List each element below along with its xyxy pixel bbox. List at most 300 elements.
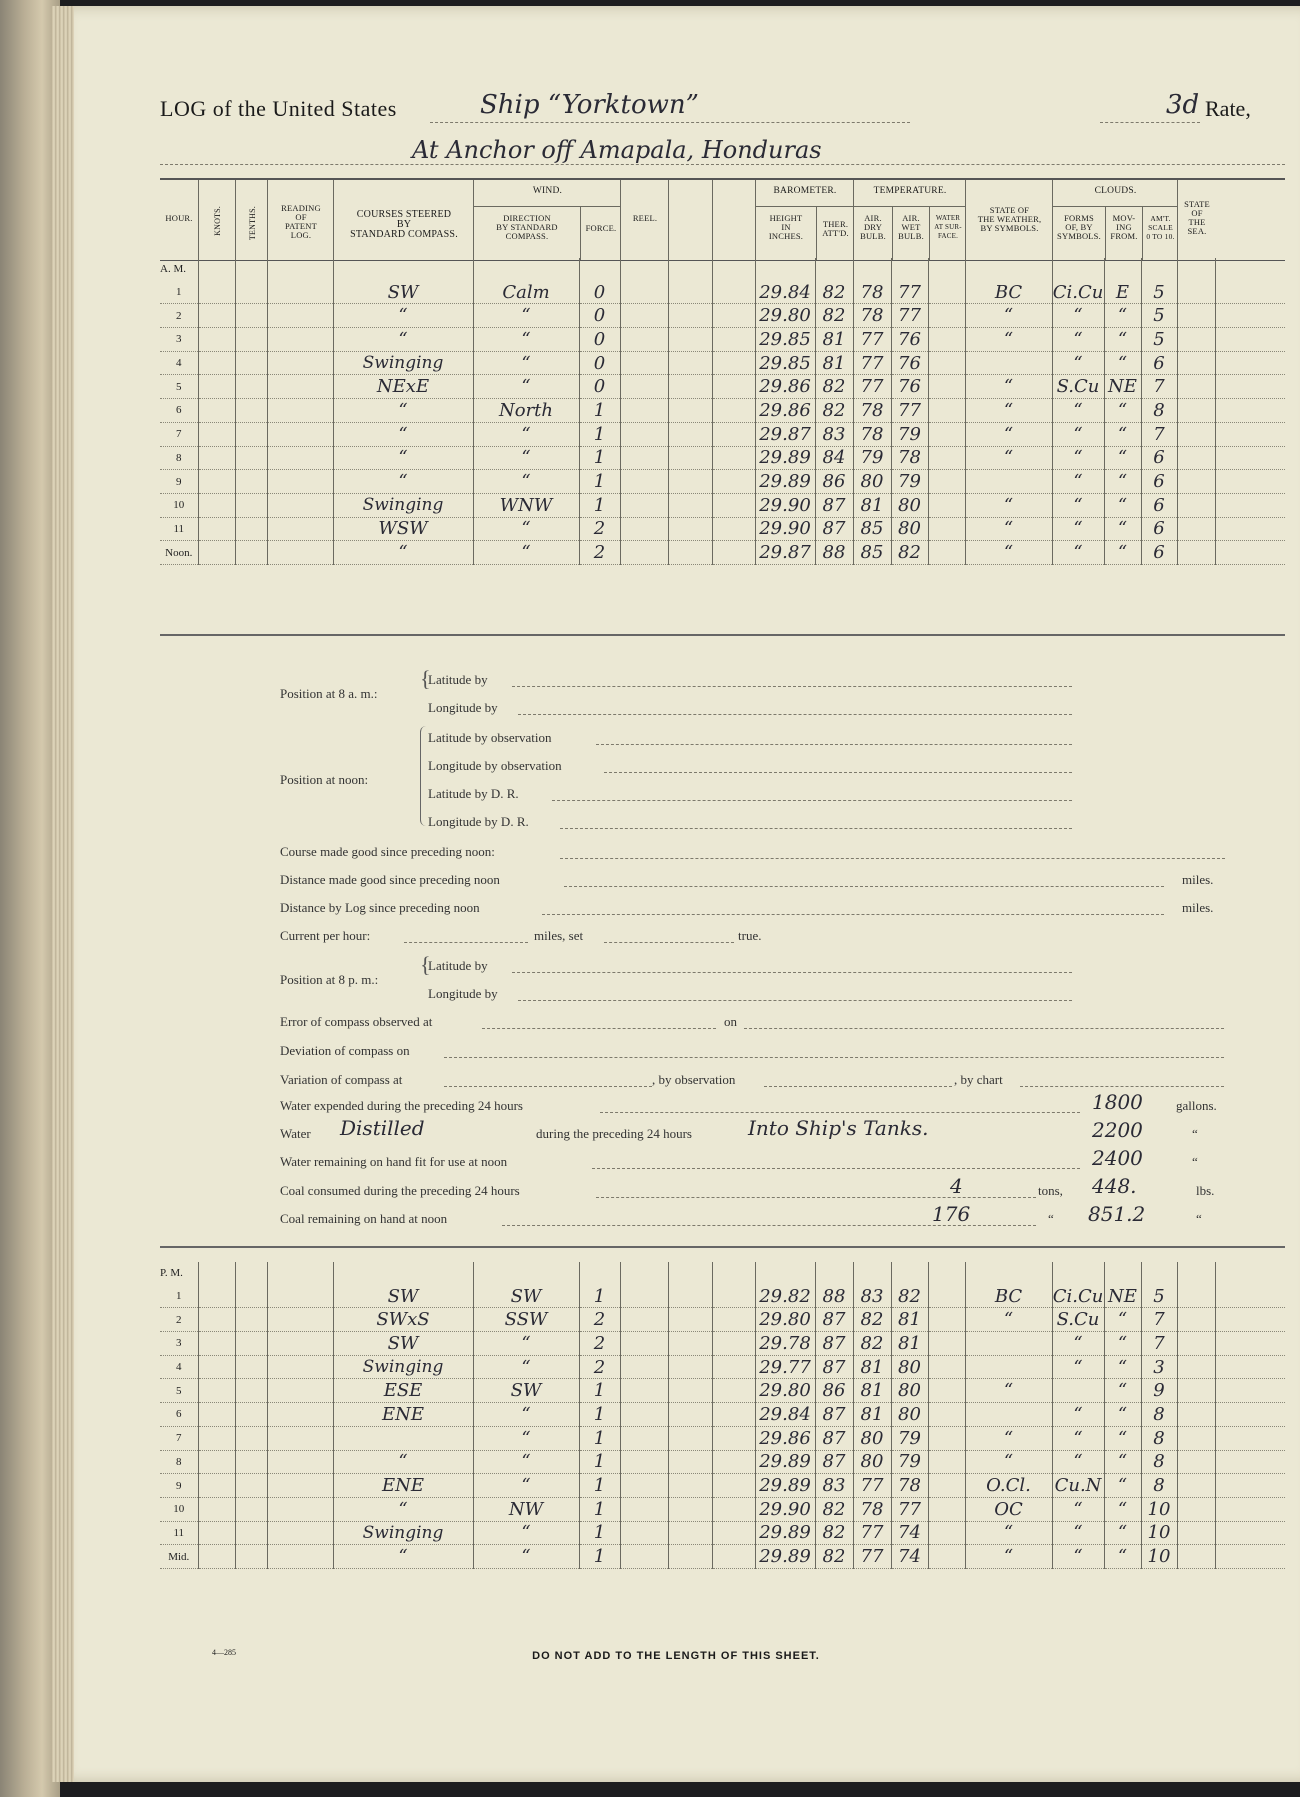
ther-cell: 87 — [815, 493, 853, 517]
dir-cell: “ — [473, 517, 579, 541]
weather-cell: “ — [965, 1308, 1052, 1332]
ther-cell: 87 — [815, 1308, 853, 1332]
ther-cell: 81 — [815, 328, 853, 352]
forms-cell: “ — [1052, 470, 1104, 494]
forms-cell: Cu.N — [1052, 1474, 1104, 1498]
variation-of-compass: Variation of compass at — [280, 1072, 403, 1087]
baro-cell: 29.80 — [755, 304, 815, 328]
course-cell: “ — [333, 446, 473, 470]
rate-value: 3d — [1166, 90, 1200, 120]
moving-cell: “ — [1104, 304, 1141, 328]
ther-cell: 82 — [815, 304, 853, 328]
dir-cell: “ — [473, 328, 579, 352]
weather-cell — [965, 470, 1052, 494]
distance-good-miles: miles. — [1182, 872, 1214, 887]
log-row — [160, 470, 1285, 494]
force-cell: 2 — [579, 1332, 620, 1356]
moving-cell: “ — [1104, 517, 1141, 541]
ther-cell: 87 — [815, 517, 853, 541]
weather-cell: BC — [965, 1285, 1052, 1308]
position-8pm-latitude: Latitude by — [428, 958, 488, 973]
log-row — [160, 422, 1285, 446]
amt-cell: 8 — [1141, 1450, 1177, 1474]
course-cell: NExE — [333, 375, 473, 399]
log-page: LOG of the United States Ship “Yorktown” 3d Rate, At Anchor off Amapala, Honduras HOUR. KNOTS. TENTHS. READING OF PATENT LOG. COURSES STEERED BY STANDARD COMPASS. WIND. DIRECTION BY STANDARD COMPASS. FORCE. REEL. BAROMETER. HEIGHT IN INCHES. THER. ATT'D. TEMPERATURE. AIR. DRY BULB. AIR. WET BULB. WATER AT SUR- FACE. STATE OF THE WEATHER, BY SYMBOLS. CLOUDS. FORMS OF, BY SYMBOLS. MOV- ING FROM. AM'T. SCALE 0 TO 10. STATE OF THE SEA. A. M. 1 SW Calm 0 29.84 82 78 77 BC Ci.Cu E 5 2 “ “ 0 29.80 82 78 77 “ “ “ 5 3 “ “ 0 29.85 81 77 76 “ “ “ 5 4 Swinging “ 0 29.85 81 77 76 “ “ 6 5 NExE “ 0 29.86 82 77 76 “ S.Cu NE 7 6 “ North 1 29.86 82 78 77 “ “ “ 8 7 “ “ 1 29.87 83 78 79 “ “ “ 7 8 “ “ 1 29.89 84 79 78 “ “ “ 6 9 “ “ 1 29.89 86 80 79 “ “ 6 10 Swinging WNW 1 29.90 87 81 80 “ “ “ 6 11 WSW “ 2 29.90 87 85 80 “ “ “ 6 Noon. “ “ 2 29.87 88 85 82 “ “ “ 6 Position at 8 a. m.: { Latitude by Longitude by Position at noon: Latitude by observation Longitude by observation Latitude by D. R. Longitude by D. R. Course made good since preceding noon: Distance made good since preceding noon miles. Distance by Log since preceding noon miles. Current per hour: miles, set true. Position at 8 p. m.: { Latitude by Longitude by Error of compass observed at on Deviation of compass on Variation of compass at , by observation , by chart Water expended during the preceding 24 hours 1800 gallons. Water Distilled during the preceding 24 hours Into Ship's Tanks. 2200 “ Water remaining on hand fit for use at noon 2400 “ Coal consumed during the preceding 24 hours 4 tons, 448. lbs. Coal remaining on hand at noon 176 “ 851.2 “ P. M. 1 SW SW 1 29.82 88 83 82 BC Ci.Cu NE 5 2 SWxS SSW 2 29.80 87 82 81 “ S.Cu “ 7 3 SW “ 2 29.78 87 82 81 “ “ 7 4 Swinging “ 2 29.77 87 81 80 “ “ 3 5 ESE SW 1 29.80 86 81 80 “ “ 9 6 ENE “ 1 29.84 87 81 80 “ “ 8 7 “ 1 29.86 87 80 79 “ “ “ 8 8 “ “ 1 29.89 87 80 79 “ “ “ 8 9 ENE “ 1 29.89 83 77 78 O.Cl. Cu.N “ 8 10 “ NW 1 29.90 82 78 77 OC “ “ 10 11 Swinging “ 1 29.89 82 77 74 “ “ “ 10 Mid. “ “ 1 29.89 82 77 74 “ “ “ 10 4—285 DO NOT ADD TO THE LENGTH OF THIS SHEET. — [52, 6, 1300, 1782]
course-cell: Swinging — [333, 1521, 473, 1545]
dir-cell: “ — [473, 422, 579, 446]
dry-cell: 85 — [853, 517, 891, 541]
dry-cell: 85 — [853, 541, 891, 565]
weather-cell: “ — [965, 375, 1052, 399]
log-row — [160, 399, 1285, 423]
dry-cell: 81 — [853, 493, 891, 517]
force-cell: 1 — [579, 470, 620, 494]
force-cell: 0 — [579, 351, 620, 375]
log-row — [160, 281, 1285, 304]
baro-cell: 29.78 — [755, 1332, 815, 1356]
dir-cell: “ — [473, 1403, 579, 1427]
baro-cell: 29.85 — [755, 328, 815, 352]
log-row — [160, 1332, 1285, 1356]
col-wind: WIND. DIRECTION BY STANDARD COMPASS. FORCE. — [473, 180, 621, 260]
amt-cell: 7 — [1141, 422, 1177, 446]
ther-cell: 87 — [815, 1332, 853, 1356]
dry-cell: 78 — [853, 422, 891, 446]
log-row — [160, 1426, 1285, 1450]
wet-cell: 80 — [891, 1403, 928, 1427]
ther-cell: 87 — [815, 1355, 853, 1379]
ther-cell: 87 — [815, 1426, 853, 1450]
ther-cell: 86 — [815, 470, 853, 494]
forms-cell: “ — [1052, 517, 1104, 541]
log-row — [160, 1285, 1285, 1308]
log-row — [160, 1521, 1285, 1545]
dir-cell: WNW — [473, 493, 579, 517]
amt-cell: 10 — [1141, 1521, 1177, 1545]
baro-cell: 29.82 — [755, 1285, 815, 1308]
error-compass-on: on — [724, 1014, 737, 1029]
dir-cell: “ — [473, 1545, 579, 1569]
log-row — [160, 304, 1285, 328]
course-cell: Swinging — [333, 351, 473, 375]
course-cell: “ — [333, 1545, 473, 1569]
course-cell: Swinging — [333, 493, 473, 517]
force-cell: 1 — [579, 446, 620, 470]
weather-cell: OC — [965, 1497, 1052, 1521]
water-distilled-ditto: “ — [1192, 1126, 1198, 1141]
moving-cell: E — [1104, 281, 1141, 304]
weather-cell: “ — [965, 328, 1052, 352]
moving-cell: “ — [1104, 422, 1141, 446]
error-of-compass: Error of compass observed at — [280, 1014, 433, 1029]
force-cell: 0 — [579, 375, 620, 399]
amt-cell: 8 — [1141, 1403, 1177, 1427]
moving-cell: “ — [1104, 1426, 1141, 1450]
forms-cell: “ — [1052, 1450, 1104, 1474]
course-cell: WSW — [333, 517, 473, 541]
hour-cell: 11 — [160, 517, 198, 541]
log-row — [160, 493, 1285, 517]
wet-cell: 78 — [891, 1474, 928, 1498]
dir-cell: “ — [473, 446, 579, 470]
wet-cell: 80 — [891, 1379, 928, 1403]
moving-cell: “ — [1104, 328, 1141, 352]
wet-cell: 82 — [891, 1285, 928, 1308]
form-number: 4—285 — [212, 1648, 236, 1657]
moving-cell: “ — [1104, 1332, 1141, 1356]
hour-cell: 5 — [160, 1379, 198, 1403]
wet-cell: 77 — [891, 1497, 928, 1521]
amt-cell: 6 — [1141, 493, 1177, 517]
hour-cell: 1 — [160, 281, 198, 304]
moving-cell: “ — [1104, 1497, 1141, 1521]
baro-cell: 29.89 — [755, 1521, 815, 1545]
dir-cell: “ — [473, 351, 579, 375]
wet-cell: 77 — [891, 281, 928, 304]
baro-cell: 29.77 — [755, 1355, 815, 1379]
wet-cell: 79 — [891, 1426, 928, 1450]
moving-cell: “ — [1104, 351, 1141, 375]
hour-cell: 11 — [160, 1521, 198, 1545]
amt-cell: 6 — [1141, 517, 1177, 541]
wet-cell: 76 — [891, 351, 928, 375]
hour-cell: 6 — [160, 399, 198, 423]
forms-cell: “ — [1052, 399, 1104, 423]
dir-cell: North — [473, 399, 579, 423]
moving-cell: “ — [1104, 493, 1141, 517]
hour-cell: 9 — [160, 1474, 198, 1498]
position-noon-long-obs: Longitude by observation — [428, 758, 562, 773]
moving-cell: “ — [1104, 1521, 1141, 1545]
hour-cell: 10 — [160, 493, 198, 517]
water-during-label: during the preceding 24 hours — [536, 1126, 692, 1141]
course-cell: ENE — [333, 1474, 473, 1498]
wet-cell: 80 — [891, 493, 928, 517]
course-cell: ESE — [333, 1379, 473, 1403]
baro-cell: 29.90 — [755, 493, 815, 517]
force-cell: 1 — [579, 1474, 620, 1498]
moving-cell: “ — [1104, 1474, 1141, 1498]
book-binding — [0, 0, 60, 1797]
wet-cell: 79 — [891, 470, 928, 494]
position-8am-label: Position at 8 a. m.: — [280, 686, 378, 701]
moving-cell: “ — [1104, 1355, 1141, 1379]
force-cell: 1 — [579, 1497, 620, 1521]
amt-cell: 8 — [1141, 1426, 1177, 1450]
moving-cell: NE — [1104, 375, 1141, 399]
ther-cell: 82 — [815, 1545, 853, 1569]
log-row — [160, 328, 1285, 352]
log-row — [160, 1403, 1285, 1427]
weather-cell — [965, 1332, 1052, 1356]
course-cell: “ — [333, 304, 473, 328]
wet-cell: 79 — [891, 422, 928, 446]
pm-log-table — [160, 1262, 1285, 1569]
force-cell: 0 — [579, 328, 620, 352]
dir-cell: SW — [473, 1285, 579, 1308]
ther-cell: 82 — [815, 1497, 853, 1521]
hour-cell: Noon. — [160, 541, 198, 565]
forms-cell: “ — [1052, 351, 1104, 375]
baro-cell: 29.89 — [755, 1474, 815, 1498]
hour-cell: 7 — [160, 1426, 198, 1450]
amt-cell: 7 — [1141, 375, 1177, 399]
col-blank-1 — [668, 180, 713, 260]
wet-cell: 74 — [891, 1521, 928, 1545]
force-cell: 1 — [579, 1379, 620, 1403]
col-sea: STATE OF THE SEA. — [1177, 180, 1216, 260]
col-clouds: CLOUDS. FORMS OF, BY SYMBOLS. MOV- ING FROM. AM'T. SCALE 0 TO 10. — [1052, 180, 1178, 260]
baro-cell: 29.80 — [755, 1379, 815, 1403]
amt-cell: 5 — [1141, 304, 1177, 328]
col-courses: COURSES STEERED BY STANDARD COMPASS. — [333, 180, 474, 260]
wet-cell: 77 — [891, 304, 928, 328]
course-cell: SW — [333, 1332, 473, 1356]
moving-cell: “ — [1104, 541, 1141, 565]
dry-cell: 81 — [853, 1379, 891, 1403]
force-cell: 2 — [579, 541, 620, 565]
dir-cell: “ — [473, 470, 579, 494]
moving-cell: “ — [1104, 1450, 1141, 1474]
col-temperature: TEMPERATURE. AIR. DRY BULB. AIR. WET BULB. WATER AT SUR- FACE. — [853, 180, 966, 260]
weather-cell: “ — [965, 304, 1052, 328]
force-cell: 0 — [579, 281, 620, 304]
water-remaining-label: Water remaining on hand fit for use at noon — [280, 1154, 508, 1169]
water-expended-value: 1800 — [1092, 1090, 1143, 1114]
position-noon-lat-obs: Latitude by observation — [428, 730, 552, 745]
weather-cell — [965, 1403, 1052, 1427]
baro-cell: 29.86 — [755, 1426, 815, 1450]
position-8pm-longitude: Longitude by — [428, 986, 498, 1001]
hour-cell: 2 — [160, 304, 198, 328]
forms-cell: “ — [1052, 541, 1104, 565]
baro-cell: 29.89 — [755, 470, 815, 494]
dir-cell: “ — [473, 1474, 579, 1498]
col-hour: HOUR. — [165, 213, 193, 223]
hour-cell: 8 — [160, 446, 198, 470]
forms-cell: Ci.Cu — [1052, 1285, 1104, 1307]
course-cell: “ — [333, 328, 473, 352]
col-knots: KNOTS. — [198, 180, 236, 260]
position-8pm-label: Position at 8 p. m.: — [280, 972, 379, 987]
baro-cell: 29.90 — [755, 517, 815, 541]
weather-cell — [965, 351, 1052, 375]
forms-cell: “ — [1052, 422, 1104, 446]
coal-consumed-label: Coal consumed during the preceding 24 hours — [280, 1183, 520, 1198]
course-cell: “ — [333, 422, 473, 446]
forms-cell: “ — [1052, 1497, 1104, 1521]
weather-cell: BC — [965, 281, 1052, 304]
forms-cell — [1052, 1379, 1104, 1403]
baro-cell: 29.86 — [755, 375, 815, 399]
hour-cell: 10 — [160, 1497, 198, 1521]
position-noon-label: Position at noon: — [280, 772, 369, 787]
log-row — [160, 351, 1285, 375]
dir-cell: “ — [473, 1332, 579, 1356]
col-tenths: TENTHS. — [235, 180, 268, 260]
coal-remaining-label: Coal remaining on hand at noon — [280, 1211, 448, 1226]
amt-cell: 10 — [1141, 1497, 1177, 1521]
hour-cell: 7 — [160, 422, 198, 446]
dry-cell: 82 — [853, 1332, 891, 1356]
weather-cell: “ — [965, 1545, 1052, 1569]
coal-remaining-lbs: 851.2 — [1088, 1202, 1146, 1226]
course-cell: “ — [333, 541, 473, 565]
wet-cell: 77 — [891, 399, 928, 423]
force-cell: 1 — [579, 422, 620, 446]
log-row — [160, 375, 1285, 399]
course-cell: ENE — [333, 1403, 473, 1427]
force-cell: 1 — [579, 493, 620, 517]
forms-cell: Ci.Cu — [1052, 281, 1104, 303]
amt-cell: 8 — [1141, 399, 1177, 423]
hour-cell: 4 — [160, 1355, 198, 1379]
weather-cell: “ — [965, 399, 1052, 423]
log-row — [160, 1450, 1285, 1474]
col-blank-2 — [712, 180, 756, 260]
coal-consumed-tons: 4 — [950, 1174, 963, 1198]
weather-cell — [965, 1355, 1052, 1379]
col-weather: STATE OF THE WEATHER, BY SYMBOLS. — [965, 180, 1053, 260]
amt-cell: 6 — [1141, 351, 1177, 375]
forms-cell: “ — [1052, 493, 1104, 517]
column-headers — [160, 178, 1285, 261]
ther-cell: 86 — [815, 1379, 853, 1403]
amt-cell: 5 — [1141, 1285, 1177, 1308]
weather-cell: “ — [965, 1450, 1052, 1474]
ther-cell: 88 — [815, 541, 853, 565]
wet-cell: 80 — [891, 1355, 928, 1379]
dry-cell: 78 — [853, 304, 891, 328]
force-cell: 1 — [579, 399, 620, 423]
weather-cell: “ — [965, 1379, 1052, 1403]
distance-by-log: Distance by Log since preceding noon — [280, 900, 480, 915]
current-true: true. — [738, 928, 762, 943]
moving-cell: “ — [1104, 1379, 1141, 1403]
hour-cell: 1 — [160, 1285, 198, 1308]
current-miles-set: miles, set — [534, 928, 584, 943]
log-row — [160, 1474, 1285, 1498]
dry-cell: 79 — [853, 446, 891, 470]
log-row — [160, 1497, 1285, 1521]
dry-cell: 77 — [853, 1474, 891, 1498]
hour-cell: 2 — [160, 1308, 198, 1332]
location: At Anchor off Amapala, Honduras — [412, 136, 822, 164]
baro-cell: 29.89 — [755, 1450, 815, 1474]
water-source: Distilled — [340, 1116, 425, 1140]
dry-cell: 77 — [853, 328, 891, 352]
wet-cell: 76 — [891, 328, 928, 352]
rate-label: Rate, — [1205, 96, 1251, 121]
force-cell: 1 — [579, 1521, 620, 1545]
force-cell: 1 — [579, 1426, 620, 1450]
coal-remaining-ditto-2: “ — [1196, 1211, 1202, 1226]
ther-cell: 88 — [815, 1285, 853, 1308]
moving-cell: “ — [1104, 1403, 1141, 1427]
force-cell: 1 — [579, 1450, 620, 1474]
amt-cell: 7 — [1141, 1332, 1177, 1356]
baro-cell: 29.80 — [755, 1308, 815, 1332]
log-row — [160, 1308, 1285, 1332]
baro-cell: 29.84 — [755, 281, 815, 304]
coal-remaining-ditto: “ — [1048, 1211, 1054, 1226]
ther-cell: 84 — [815, 446, 853, 470]
dry-cell: 77 — [853, 1521, 891, 1545]
course-cell: Swinging — [333, 1355, 473, 1379]
position-noon-long-dr: Longitude by D. R. — [428, 814, 529, 829]
period-label: P. M. — [160, 1267, 183, 1280]
footer-note: DO NOT ADD TO THE LENGTH OF THIS SHEET. — [532, 1650, 820, 1662]
coal-tons-unit: tons, — [1038, 1183, 1063, 1198]
ther-cell: 83 — [815, 422, 853, 446]
force-cell: 1 — [579, 1545, 620, 1569]
dry-cell: 80 — [853, 1426, 891, 1450]
hour-cell: 3 — [160, 328, 198, 352]
baro-cell: 29.87 — [755, 422, 815, 446]
log-heading — [160, 90, 1290, 130]
log-row — [160, 446, 1285, 470]
course-cell: SW — [333, 281, 473, 304]
current-per-hour: Current per hour: — [280, 928, 371, 943]
dir-cell: Calm — [473, 281, 579, 304]
amt-cell: 7 — [1141, 1308, 1177, 1332]
wet-cell: 79 — [891, 1450, 928, 1474]
course-cell: “ — [333, 399, 473, 423]
amt-cell: 6 — [1141, 541, 1177, 565]
force-cell: 1 — [579, 1285, 620, 1308]
moving-cell: “ — [1104, 1308, 1141, 1332]
position-8am-longitude: Longitude by — [428, 700, 498, 715]
dir-cell: “ — [473, 1426, 579, 1450]
hour-cell: 5 — [160, 375, 198, 399]
force-cell: 2 — [579, 1308, 620, 1332]
dir-cell: SSW — [473, 1308, 579, 1332]
hour-cell: 9 — [160, 470, 198, 494]
dir-cell: “ — [473, 304, 579, 328]
dir-cell: “ — [473, 375, 579, 399]
hour-cell: 8 — [160, 1450, 198, 1474]
moving-cell: “ — [1104, 446, 1141, 470]
variation-by-chart: , by chart — [954, 1072, 1003, 1087]
forms-cell: “ — [1052, 304, 1104, 328]
ther-cell: 87 — [815, 1450, 853, 1474]
log-title-prefix: LOG of the United States — [160, 96, 397, 121]
col-patent-log: READING OF PATENT LOG. — [267, 180, 334, 260]
ther-cell: 82 — [815, 1521, 853, 1545]
baro-cell: 29.85 — [755, 351, 815, 375]
course-cell: SW — [333, 1285, 473, 1308]
log-row — [160, 1355, 1285, 1379]
force-cell: 0 — [579, 304, 620, 328]
distance-log-miles: miles. — [1182, 900, 1214, 915]
ther-cell: 87 — [815, 1403, 853, 1427]
ther-cell: 82 — [815, 281, 853, 304]
log-row — [160, 1379, 1285, 1403]
water-expended-label: Water expended during the preceding 24 hours — [280, 1098, 523, 1113]
course-made-good: Course made good since preceding noon: — [280, 844, 495, 859]
force-cell: 2 — [579, 517, 620, 541]
log-row — [160, 517, 1285, 541]
forms-cell: “ — [1052, 1403, 1104, 1427]
dir-cell: SW — [473, 1379, 579, 1403]
dry-cell: 78 — [853, 281, 891, 304]
distance-made-good: Distance made good since preceding noon — [280, 872, 500, 887]
log-row — [160, 541, 1285, 565]
moving-cell: “ — [1104, 1545, 1141, 1569]
coal-lbs-unit: lbs. — [1196, 1183, 1215, 1198]
ther-cell: 81 — [815, 351, 853, 375]
ther-cell: 82 — [815, 399, 853, 423]
